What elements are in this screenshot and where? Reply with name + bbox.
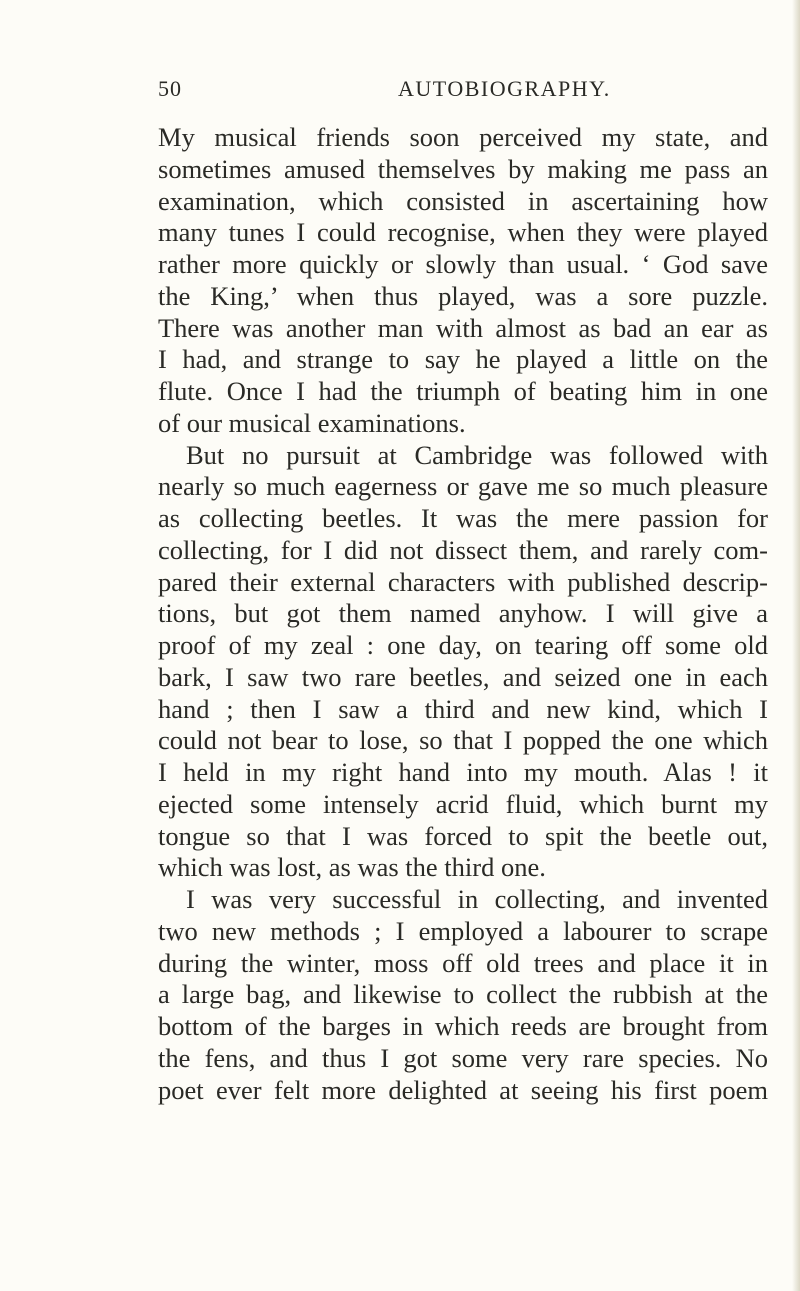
text-line: pared their external characters with published descrip- <box>158 566 768 597</box>
text-line: bark, I saw two rare beetles, and seized one in each <box>158 661 768 692</box>
page-edge-shadow <box>792 0 800 1291</box>
text-line: could not bear to lose, so that I popped the one which <box>158 725 768 756</box>
text-line: the King,’ when thus played, was a sore puzzle. <box>158 280 768 311</box>
text-line: flute. Once I had the triumph of beating him in one <box>158 376 768 406</box>
text-line: a large bag, and likewise to collect the rubbish at the <box>158 979 768 1010</box>
text-line: I held in my right hand into my mouth. Alas ! it <box>158 757 768 787</box>
text-line: the fens, and thus I got some very rare species. No <box>158 1042 768 1073</box>
text-line: hand ; then I saw a third and new kind, which I <box>158 693 768 724</box>
text-line: nearly so much eagerness or gave me so much pleasure <box>158 471 768 502</box>
text-line: sometimes amused themselves by making me pass an <box>158 153 768 184</box>
text-line: proof of my zeal : one day, on tearing off some old <box>158 630 768 660</box>
text-line: I had, and strange to say he played a little on the <box>158 344 768 375</box>
text-line: examination, which consisted in ascertaining how <box>158 185 768 216</box>
text-line: tongue so that I was forced to spit the beetle out, <box>158 820 768 851</box>
text-line: bottom of the barges in which reeds are brought from <box>158 1011 768 1041</box>
text-line: My musical friends soon perceived my state, and <box>158 122 768 152</box>
text-line: But no pursuit at Cambridge was followed with <box>186 439 768 470</box>
text-line: I was very successful in collecting, and invented <box>186 884 768 914</box>
text-line: ejected some intensely acrid fluid, which burnt my <box>158 788 768 819</box>
running-head <box>158 76 798 104</box>
text-line: collecting, for I did not dissect them, and rarely com- <box>158 534 768 565</box>
text-line: There was another man with almost as bad an ear as <box>158 312 768 343</box>
page-number: 50 <box>158 76 182 101</box>
text-line: which was lost, as was the third one. <box>158 852 546 883</box>
text-line: during the winter, moss off old trees and place it in <box>158 947 768 978</box>
text-line: tions, but got them named anyhow. I will give a <box>158 598 768 629</box>
running-head-title: AUTOBIOGRAPHY. <box>398 76 611 101</box>
text-line: as collecting beetles. It was the mere passion for <box>158 503 768 533</box>
text-line: two new methods ; I employed a labourer to scrape <box>158 915 768 946</box>
text-line: many tunes I could recognise, when they were played <box>158 217 768 248</box>
text-line: of our musical examinations. <box>158 407 466 438</box>
body-text <box>158 122 768 1106</box>
text-line: rather more quickly or slowly than usual. ‘ God save <box>158 249 768 279</box>
text-line: poet ever felt more delighted at seeing his first poem <box>158 1074 768 1105</box>
